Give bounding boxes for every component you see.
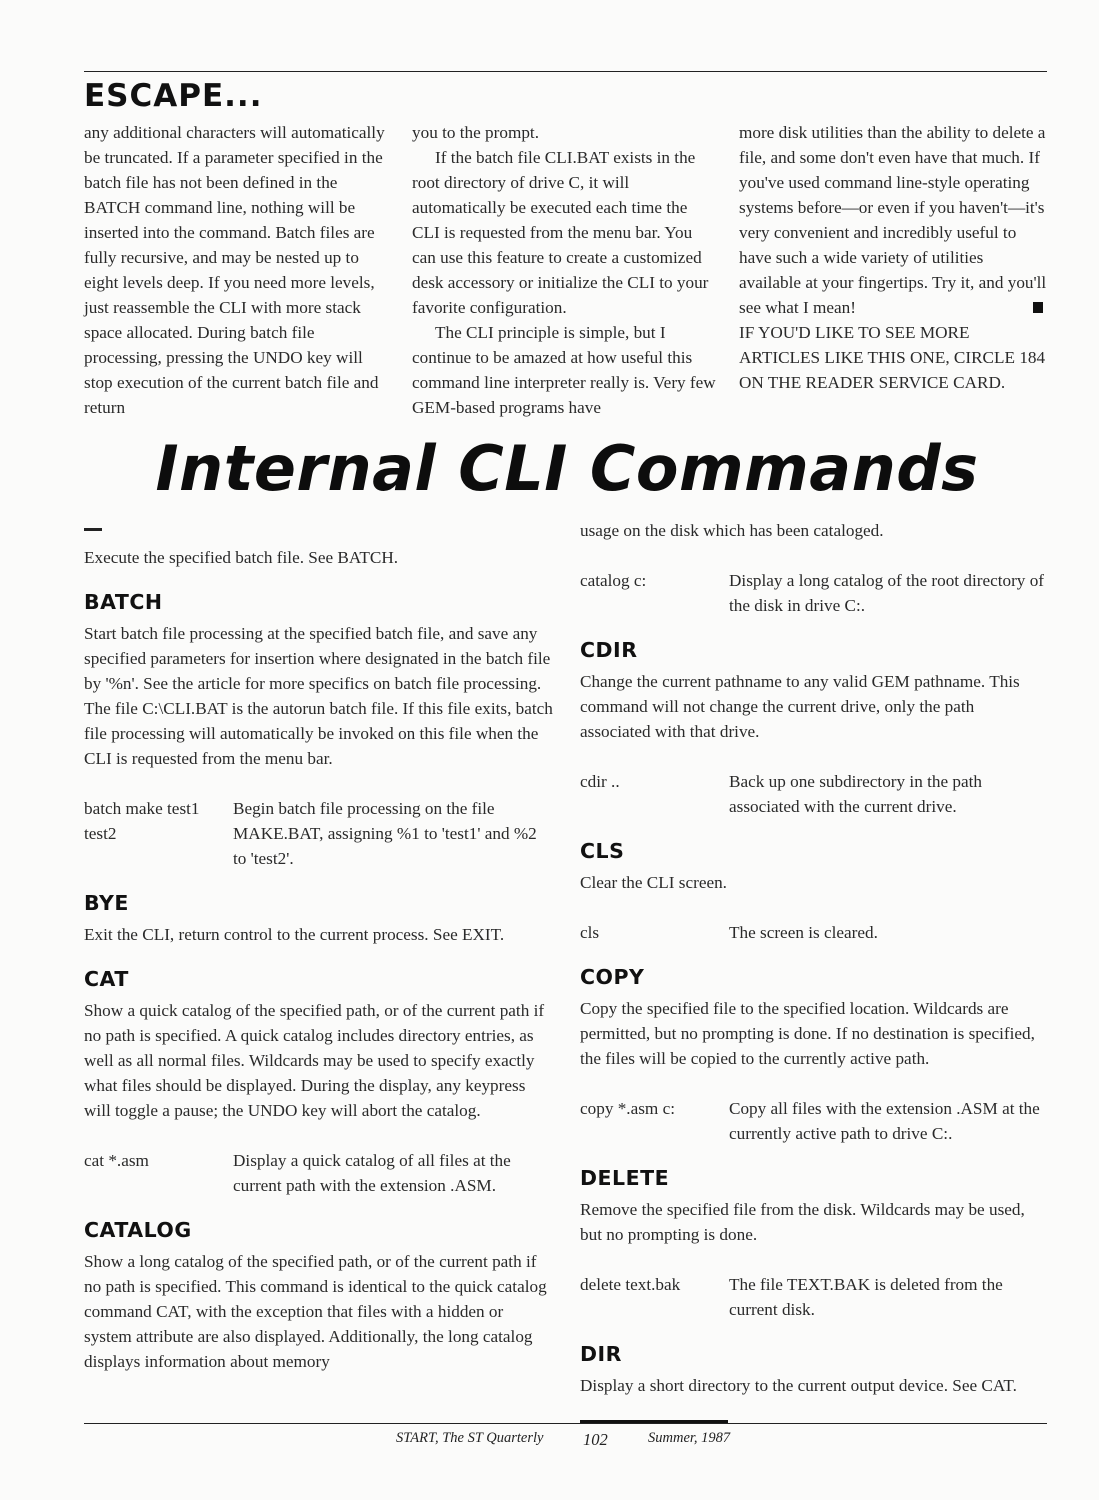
footer-magazine: START, The ST Quarterly [396,1430,544,1446]
page-title: Internal CLI Commands [155,432,979,505]
catalog-heading: CATALOG [84,1218,192,1242]
batch-example [84,796,554,871]
delete-text: Remove the specified file from the disk. Wildcards may be used, but no prompting is done. [580,1200,1025,1244]
cat-text: Show a quick catalog of the specified path, or of the current path if no path is specified. A quick catalog includes directory entries, as well as all normal files. Wildcards may be used to specify exactly what files should be displayed. During the display, any keypress will toggle a pause; the UNDO key will abort the catalog. [84,1001,545,1120]
delete-example [580,1272,1047,1322]
cdir-example [580,769,1047,819]
delete-example-command: delete text.bak [580,1275,681,1294]
catalog-example-command: catalog c: [580,571,647,590]
delete-heading: DELETE [580,1166,670,1190]
column-2-para-2: If the batch file CLI.BAT exists in the root directory of drive C, it will automatically be executed each time the CLI is requested from the menu bar. You can use this feature to create a customized desk accessory or initialize the CLI to your favorite configuration. [412,148,709,317]
cat-heading: CAT [84,967,129,991]
batch-example-desc: Begin batch file processing on the file MAKE.BAT, assigning %1 to 'test1' and %2 to 'test2'. [233,799,537,868]
bye-text: Exit the CLI, return control to the current process. See EXIT. [84,925,505,944]
copy-example [580,1096,1047,1146]
article-column-2 [412,120,717,420]
cdir-heading: CDIR [580,638,638,662]
dash-command-marker [84,528,102,531]
batch-text: Start batch file processing at the specified batch file, and save any specified parameters for insertion where designated in the batch file by '%n'. See the article for more specifics on batch file processing. The file C:\CLI.BAT is the autorun batch file. If this file exits, batch file processing will automatically be invoked on this file when the CLI is requested from the menu bar. [84,624,553,768]
cdir-example-command: cdir .. [580,772,620,791]
continued-heading: ESCAPE... [84,78,263,114]
cls-example-desc: The screen is cleared. [729,923,878,942]
cls-heading: CLS [580,839,625,863]
cat-example [84,1148,554,1198]
dir-heading: DIR [580,1342,622,1366]
cls-text: Clear the CLI screen. [580,873,727,892]
cat-example-command: cat *.asm [84,1151,149,1170]
catalog-example-desc: Display a long catalog of the root directory of the disk in drive C:. [729,571,1045,615]
column-2-para-3: The CLI principle is simple, but I continue to be amazed at how useful this command line interpreter really is. Very few GEM-based programs have [412,323,716,417]
copy-example-command: copy *.asm c: [580,1099,675,1118]
catalog-example [580,568,1047,618]
catalog-text-continued: usage on the disk which has been cataloged. [580,521,884,540]
article-column-3 [739,120,1047,395]
article-column-1 [84,120,389,420]
commands-right-column [580,518,1047,1398]
column-2-para-1: you to the prompt. [412,123,539,142]
cdir-text: Change the current pathname to any valid GEM pathname. This command will not change the current drive, only the path associated with that drive. [580,672,1020,741]
delete-example-desc: The file TEXT.BAK is deleted from the current disk. [729,1275,1003,1319]
column-3-para-1 [739,120,1047,320]
cat-example-desc: Display a quick catalog of all files at the current path with the extension .ASM. [233,1151,511,1195]
cls-example [580,920,1047,945]
bye-heading: BYE [84,891,129,915]
copy-text: Copy the specified file to the specified location. Wildcards are permitted, but no prompting is done. If no destination is specified, the files will be copied to the currently active path. [580,999,1035,1068]
reader-service-note: IF YOU'D LIKE TO SEE MORE ARTICLES LIKE THIS ONE, CIRCLE 184 ON THE READER SERVICE CARD. [739,323,1046,392]
dash-command-desc: Execute the specified batch file. See BATCH. [84,548,399,567]
end-mark-icon [1033,302,1043,313]
footer-page-number: 102 [583,1430,608,1449]
copy-example-desc: Copy all files with the extension .ASM at the currently active path to drive C:. [729,1099,1040,1143]
commands-left-column [84,518,554,1374]
batch-example-command: batch make test1 test2 [84,799,200,843]
footer-rule [84,1423,1047,1424]
cls-example-command: cls [580,923,600,942]
column-1-text: any additional characters will automatically be truncated. If a parameter specified in the batch file has not been defined in the BATCH command line, nothing will be inserted into the command. Batch files are fully recursive, and may be nested up to eight levels deep. If you need more levels, just reassemble the CLI with more stack space allocated. During batch file processing, pressing the UNDO key will stop execution of the current batch file and return [84,123,385,417]
top-rule [84,71,1047,72]
footer-issue: Summer, 1987 [648,1430,731,1446]
catalog-text: Show a long catalog of the specified path, or of the current path if no path is specified. This command is identical to the quick catalog command CAT, with the exception that files with a hidden or system attribute are also displayed. Additionally, the long catalog displays information about memory [84,1252,547,1371]
copy-heading: COPY [580,965,645,989]
dir-text: Display a short directory to the current output device. See CAT. [580,1376,1017,1395]
cdir-example-desc: Back up one subdirectory in the path associated with the current drive. [729,772,982,816]
batch-heading: BATCH [84,590,163,614]
closing-text: more disk utilities than the ability to delete a file, and some don't even have that much. If you've used command line-style operating systems before—or even if you haven't—it's very convenient and incredibly useful to have such a wide variety of utilities available at your fingertips. Try it, and you'll see what I mean! [739,123,1047,317]
